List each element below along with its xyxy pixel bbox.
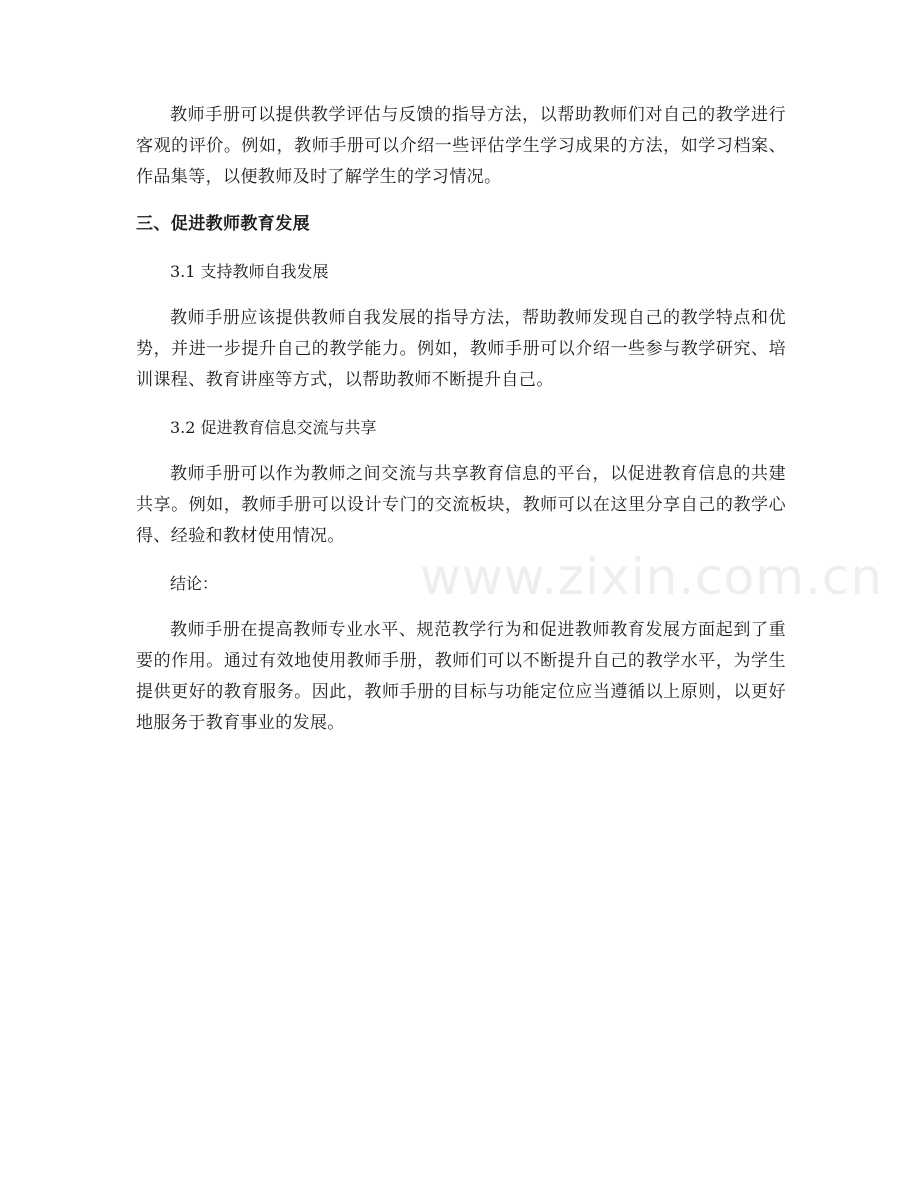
paragraph-evaluation: 教师手册可以提供教学评估与反馈的指导方法，以帮助教师们对自己的教学进行客观的评价。例如，教师手册可以介绍一些评估学生学习成果的方法，如学习档案、作品集等，以便教师及时了解学生的学习情况。 (136, 105, 786, 187)
paragraph-self-development: 教师手册应该提供教师自我发展的指导方法，帮助教师发现自己的教学特点和优势，并进一步提升自己的教学能力。例如，教师手册可以介绍一些参与教学研究、培训课程、教育讲座等方式，以帮助教师不断提升自己。 (136, 308, 786, 390)
document-body (136, 100, 786, 755)
subheading-3-1: 3.1 支持教师自我发展 (170, 262, 329, 281)
watermark: www.zixin.com.cn (420, 548, 884, 606)
conclusion-label: 结论： (170, 574, 219, 593)
subheading-3-2: 3.2 促进教育信息交流与共享 (170, 418, 377, 437)
section-heading-3: 三、促进教师教育发展 (136, 214, 310, 234)
paragraph-information-sharing: 教师手册可以作为教师之间交流与共享教育信息的平台，以促进教育信息的共建共享。例如，教师手册可以设计专门的交流板块，教师可以在这里分享自己的教学心得、经验和教材使用情况。 (136, 464, 786, 546)
paragraph-conclusion: 教师手册在提高教师专业水平、规范教学行为和促进教师教育发展方面起到了重要的作用。通过有效地使用教师手册，教师们可以不断提升自己的教学水平，为学生提供更好的教育服务。因此，教师手册的目标与功能定位应当遵循以上原则，以更好地服务于教育事业的发展。 (136, 620, 786, 733)
